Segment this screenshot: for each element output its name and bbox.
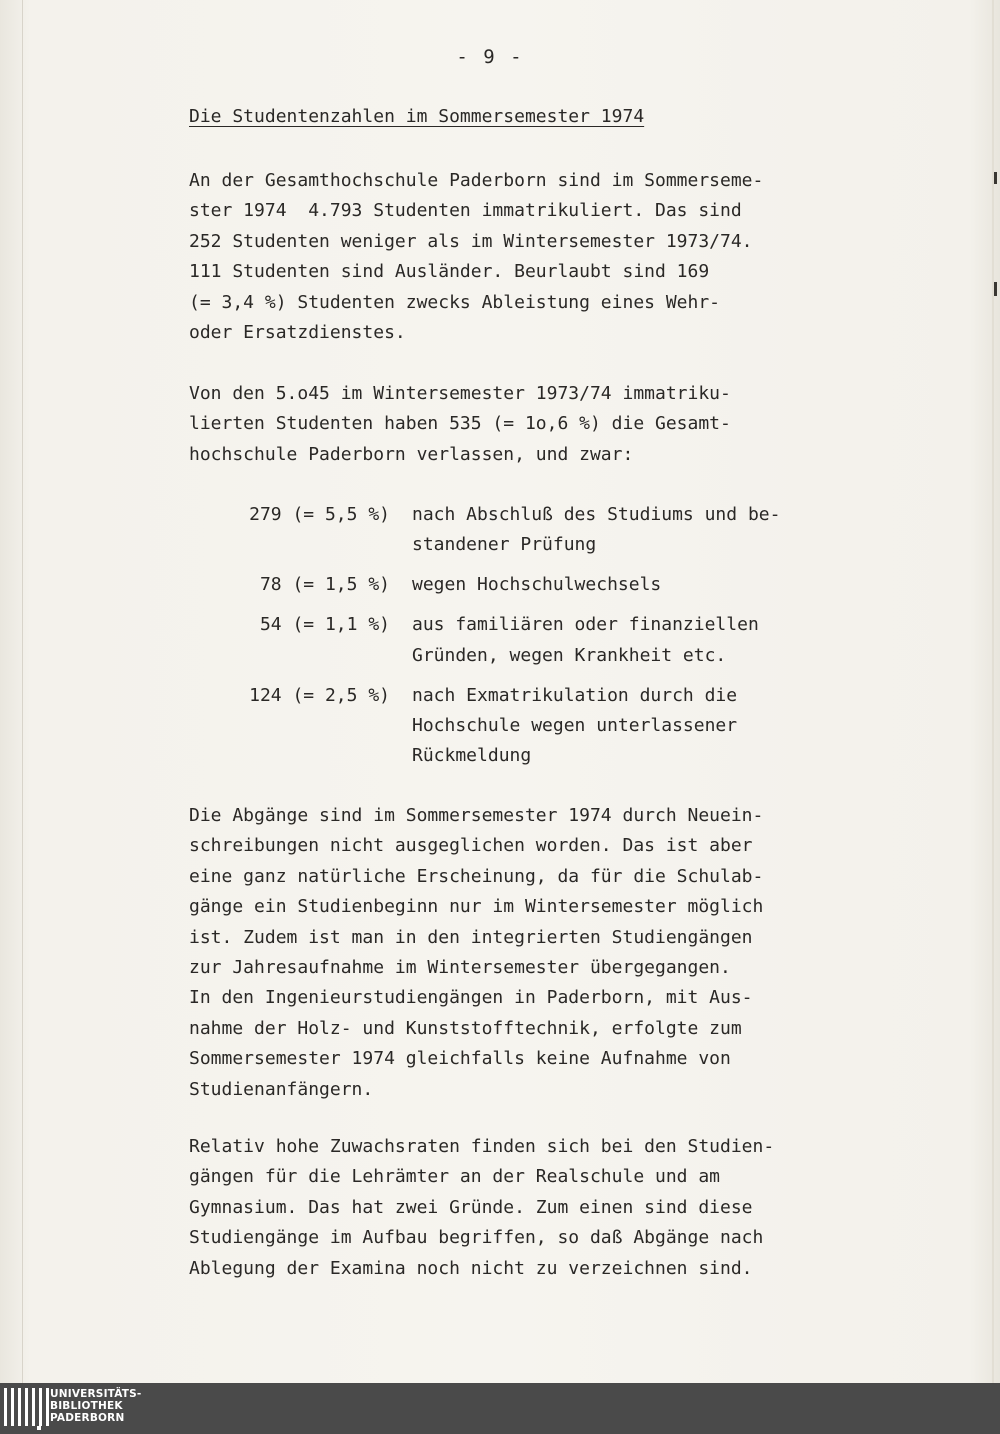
list-item — [189, 681, 869, 772]
logo-line: UNIVERSITÄTS- — [50, 1388, 142, 1400]
departure-reason: wegen Hochschulwechsels — [412, 574, 662, 596]
library-logo-icon — [4, 1388, 49, 1426]
paragraph-enrollment: An der Gesamthochschule Paderborn sind im Sommerseme- ster 1974 4.793 Studenten immatrikuliert. Das sind 252 Studenten weniger als im Wintersemester 1973/74. 111 Studenten sind Ausländer. Beurlaubt sind 169 (= 3,4 %) Studenten zwecks Ableistung eines Wehr- oder Ersatzdienstes. — [189, 170, 764, 344]
paragraph-departures-intro: Von den 5.o45 im Wintersemester 1973/74 immatriku- lierten Studenten haben 535 (= 1o,6 %) die Gesamt- hochschule Paderborn verlassen, und zwar: — [189, 383, 731, 465]
page-fold-edge — [22, 0, 23, 1383]
departure-reason: nach Abschluß des Studiums und be- standener Prüfung — [412, 504, 781, 556]
logo-line: PADERBORN — [50, 1412, 125, 1424]
logo-line: BIBLIOTHEK — [50, 1400, 123, 1412]
departure-count: 54 (= 1,1 %) — [259, 614, 390, 636]
margin-mark — [994, 172, 997, 184]
paragraph-unbalanced-departures: Die Abgänge sind im Sommersemester 1974 durch Neuein- schreibungen nicht ausgeglichen worden. Das ist aber eine ganz natürliche Erscheinung, da für die Schulab- gänge ein Studienbeginn nur im Wintersemester möglich ist. Zudem ist man in den integrierten Studiengängen zur Jahresaufnahme im Wintersemester übergegangen. In den Ingenieurstudiengängen in Paderborn, mit Aus- nahme der Holz- und Kunststofftechnik, erfolgte zum Sommersemester 1974 gleichfalls keine Aufnahme von Studienanfängern. — [189, 805, 764, 1100]
departure-count: 78 (= 1,5 %) — [259, 574, 390, 596]
page-right-edge — [992, 0, 994, 1383]
list-item — [189, 610, 869, 671]
list-item — [189, 500, 869, 561]
margin-mark — [994, 282, 997, 296]
departure-count: 279 (= 5,5 %) — [249, 504, 390, 525]
library-logo-text — [50, 1388, 141, 1424]
page-number: - 9 - — [456, 46, 524, 68]
library-footer — [0, 1383, 1000, 1434]
paragraph-growth-rates: Relativ hohe Zuwachsraten finden sich bei den Studien- gängen für die Lehrämter an der Realschule und am Gymnasium. Das hat zwei Gründe. Zum einen sind diese Studiengänge im Aufbau begriffen, so daß Abgänge nach Ablegung der Examina noch nicht zu verzeichnen sind. — [189, 1136, 775, 1279]
logo-dot — [37, 1426, 41, 1430]
departure-reason: aus familiären oder finanziellen Gründen, wegen Krankheit etc. — [412, 614, 759, 666]
departure-reason: nach Exmatrikulation durch die Hochschule wegen unterlassener Rückmeldung — [412, 684, 738, 767]
departures-list — [189, 500, 869, 781]
list-item — [189, 570, 869, 600]
section-heading: Die Studentenzahlen im Sommersemester 1974 — [189, 106, 645, 127]
departure-count: 124 (= 2,5 %) — [249, 684, 390, 706]
